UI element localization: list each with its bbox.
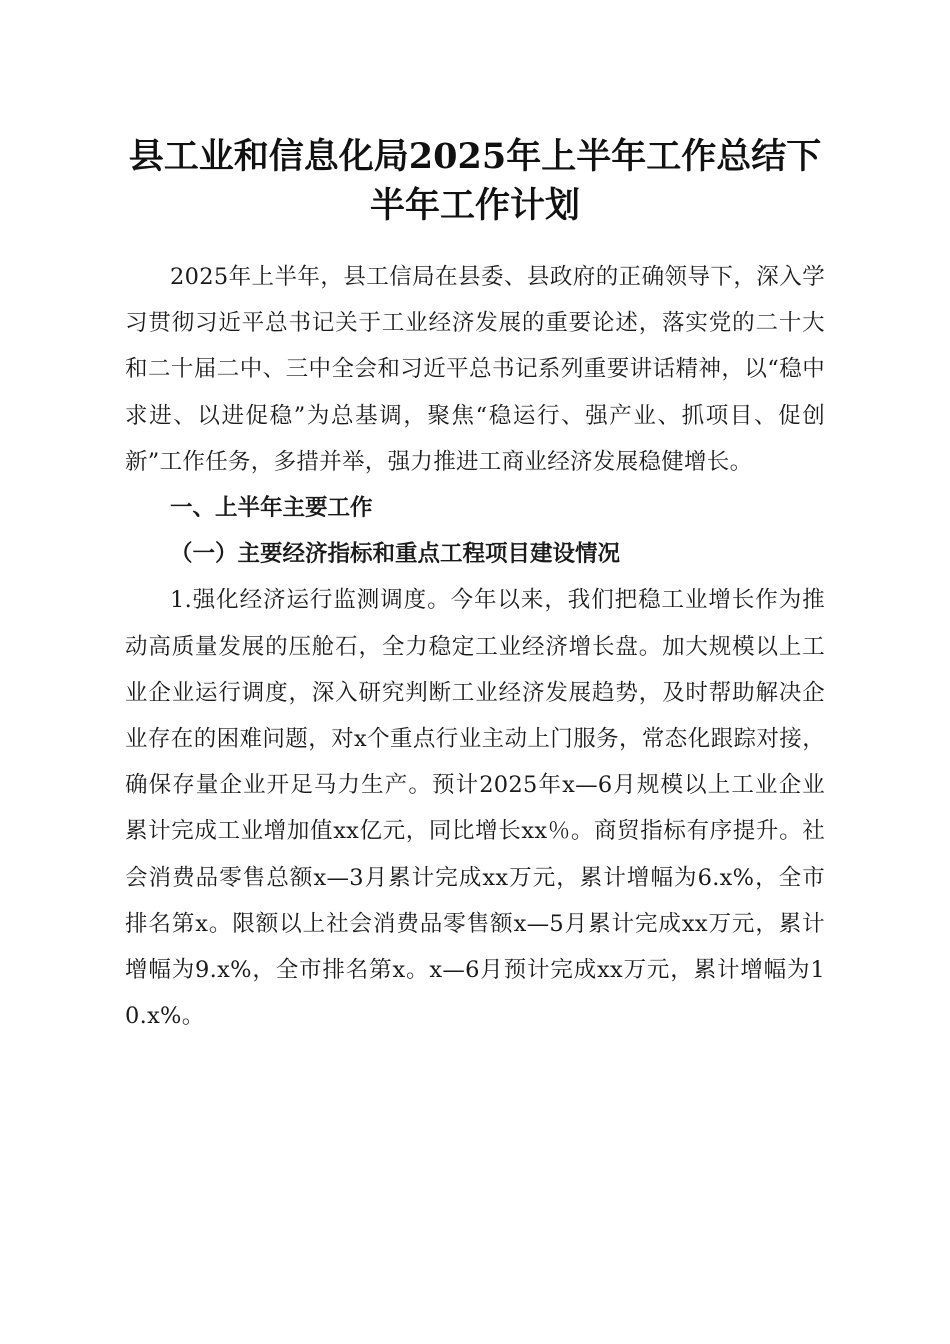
item-paragraph	[125, 577, 825, 1039]
item-body: 今年以来，我们把稳工业增长作为推动高质量发展的压舱石，全力稳定工业经济增长盘。加大规模以上工业企业运行调度，深入研究判断工业经济发展趋势，及时帮助解决企业存在的困难问题，对x个重点行业主动上门服务，常态化跟踪对接，确保存量企业开足马力生产。预计2025年x—6月规模以上工业企业累计完成工业增加值xx亿元，同比增长xx％。商贸指标有序提升。社会消费品零售总额x—3月累计完成xx万元，累计增幅为6.x%，全市排名第x。限额以上社会消费品零售额x—5月累计完成xx万元，累计增幅为9.x%，全市排名第x。x—6月预计完成xx万元，累计增幅为10.x%。	[125, 587, 825, 1030]
document-body	[125, 254, 825, 1039]
section-heading: 一、上半年主要工作	[170, 495, 373, 522]
intro-paragraph: 2025年上半年，县工信局在县委、县政府的正确领导下，深入学习贯彻习近平总书记关于工业经济发展的重要论述，落实党的二十大和二十届二中、三中全会和习近平总书记系列重要讲话精神，以“稳中求进、以进促稳”为总基调，聚焦“稳运行、强产业、抓项目、促创新”工作任务，多措并举，强力推进工商业经济发展稳健增长。	[125, 264, 825, 475]
document-title: 县工业和信息化局2025年上半年工作总结下半年工作计划	[128, 136, 822, 226]
item-lead: 1.强化经济运行监测调度。	[170, 587, 451, 614]
subsection-heading: （一）主要经济指标和重点工程项目建设情况	[170, 541, 621, 568]
